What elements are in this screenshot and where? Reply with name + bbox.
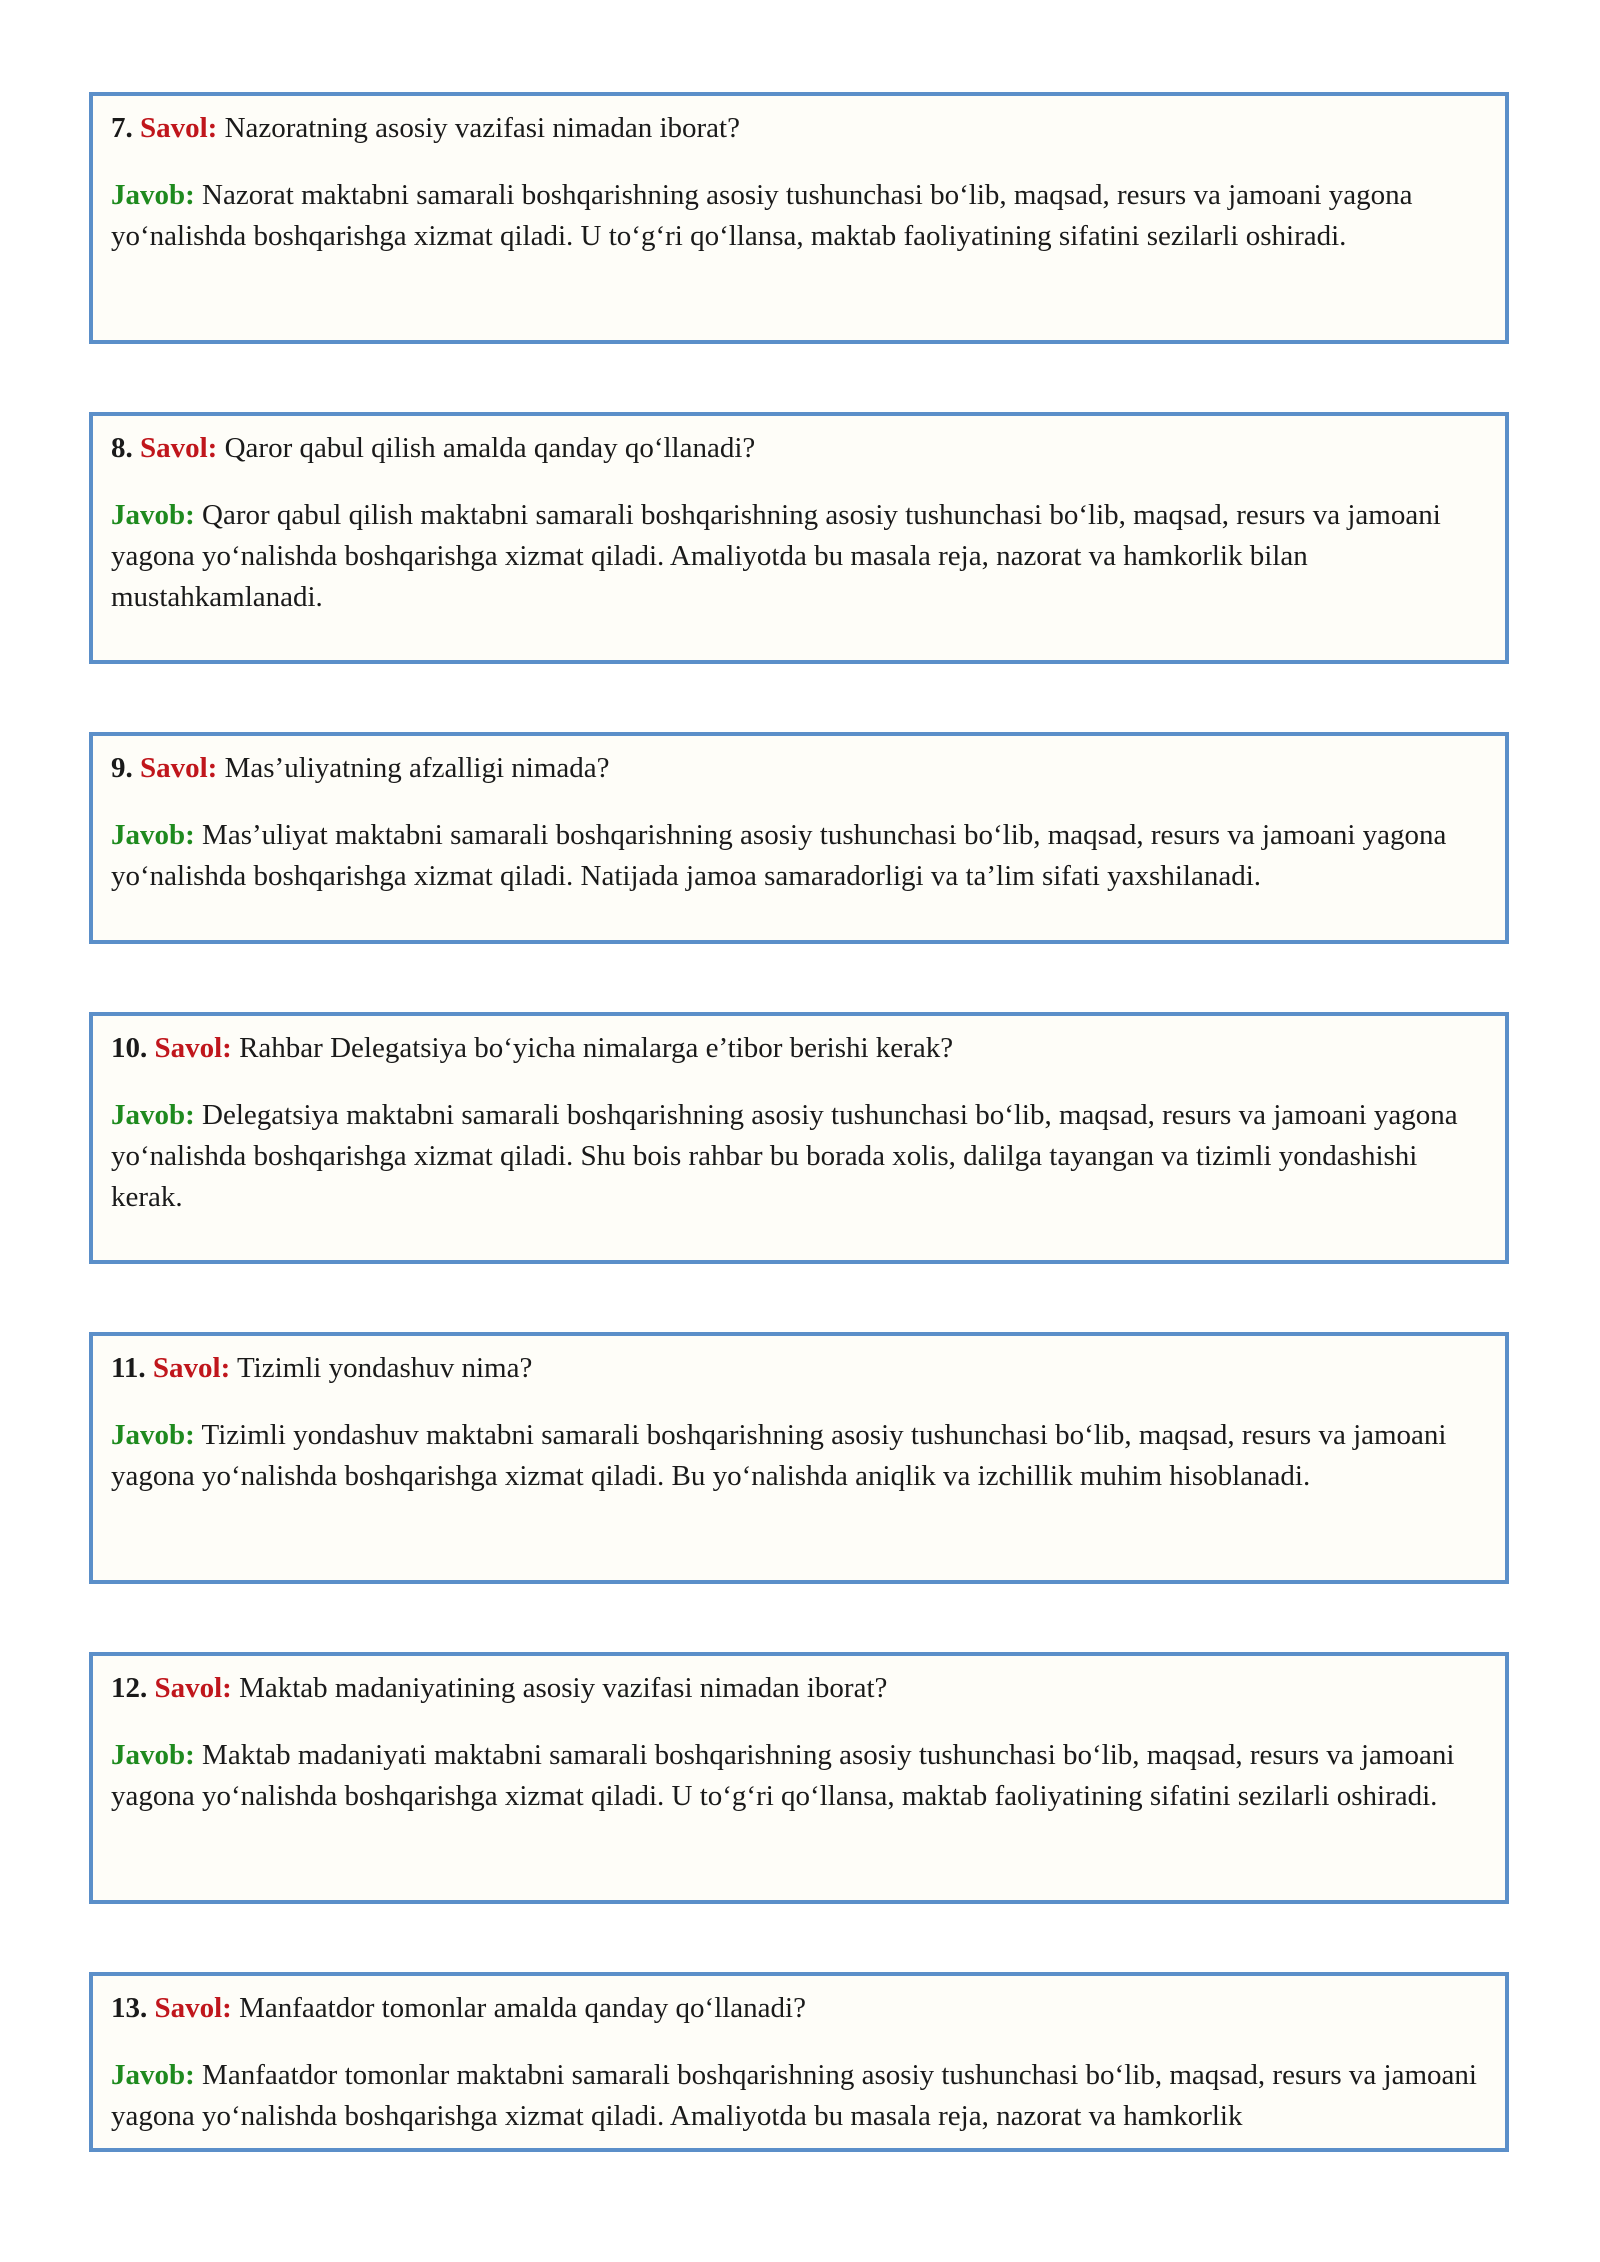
qa-card-11 bbox=[89, 1332, 1509, 1584]
javob-label: Javob: bbox=[111, 1419, 195, 1451]
question-number: 12. bbox=[111, 1672, 148, 1704]
qa-card-9 bbox=[89, 732, 1509, 944]
qa-card-8 bbox=[89, 412, 1509, 664]
question-text: Tizimli yondashuv nima? bbox=[236, 1352, 533, 1384]
savol-label: Savol: bbox=[140, 432, 218, 464]
question bbox=[111, 1668, 1487, 1709]
question-number: 7. bbox=[111, 112, 133, 144]
question-text: Nazoratning asosiy vazifasi nimadan iborat? bbox=[224, 112, 740, 144]
qa-card-12 bbox=[89, 1652, 1509, 1904]
savol-label: Savol: bbox=[154, 1992, 232, 2024]
question bbox=[111, 1988, 1487, 2029]
question bbox=[111, 1348, 1487, 1389]
answer bbox=[111, 1415, 1487, 1497]
javob-label: Javob: bbox=[111, 1739, 195, 1771]
javob-label: Javob: bbox=[111, 1099, 195, 1131]
question-text: Maktab madaniyatining asosiy vazifasi nimadan iborat? bbox=[239, 1672, 888, 1704]
answer-text: Delegatsiya maktabni samarali boshqarishning asosiy tushunchasi bo‘lib, maqsad, resurs va jamoani yagona yo‘nalishda boshqarishga xizmat qiladi. Shu bois rahbar bu borada xolis, dalilga tayangan va tizimli yondashishi kerak. bbox=[111, 1099, 1458, 1213]
question bbox=[111, 748, 1487, 789]
javob-label: Javob: bbox=[111, 179, 195, 211]
qa-card-7 bbox=[89, 92, 1509, 344]
answer bbox=[111, 175, 1487, 257]
savol-label: Savol: bbox=[140, 112, 218, 144]
answer-text: Manfaatdor tomonlar maktabni samarali boshqarishning asosiy tushunchasi bo‘lib, maqsad, resurs va jamoani yagona yo‘nalishda boshqarishga xizmat qiladi. Amaliyotda bu masala reja, nazorat va hamkorlik bbox=[111, 2059, 1477, 2132]
savol-label: Savol: bbox=[140, 752, 218, 784]
savol-label: Savol: bbox=[154, 1672, 232, 1704]
question bbox=[111, 108, 1487, 149]
question-text: Qaror qabul qilish amalda qanday qo‘llanadi? bbox=[224, 432, 756, 464]
answer bbox=[111, 2055, 1487, 2137]
question-number: 13. bbox=[111, 1992, 148, 2024]
question-text: Manfaatdor tomonlar amalda qanday qo‘llanadi? bbox=[239, 1992, 806, 2024]
question-number: 10. bbox=[111, 1032, 148, 1064]
javob-label: Javob: bbox=[111, 499, 195, 531]
question-text: Rahbar Delegatsiya bo‘yicha nimalarga e’tibor berishi kerak? bbox=[239, 1032, 954, 1064]
question-number: 8. bbox=[111, 432, 133, 464]
savol-label: Savol: bbox=[152, 1352, 231, 1384]
answer-text: Mas’uliyat maktabni samarali boshqarishning asosiy tushunchasi bo‘lib, maqsad, resurs va jamoani yagona yo‘nalishda boshqarishga xizmat qiladi. Natijada jamoa samaradorligi va ta’lim sifati yaxshilanadi. bbox=[111, 819, 1447, 892]
answer-text: Nazorat maktabni samarali boshqarishning asosiy tushunchasi bo‘lib, maqsad, resurs va jamoani yagona yo‘nalishda boshqarishga xizmat qiladi. U to‘g‘ri qo‘llansa, maktab faoliyatining sifatini sezilarli oshiradi. bbox=[111, 179, 1413, 252]
answer bbox=[111, 495, 1487, 618]
answer-text: Tizimli yondashuv maktabni samarali boshqarishning asosiy tushunchasi bo‘lib, maqsad, resurs va jamoani yagona yo‘nalishda boshqarishga xizmat qiladi. Bu yo‘nalishda aniqlik va izchillik muhim hisoblanadi. bbox=[111, 1419, 1447, 1492]
javob-label: Javob: bbox=[111, 2059, 195, 2091]
answer-text: Qaror qabul qilish maktabni samarali boshqarishning asosiy tushunchasi bo‘lib, maqsad, resurs va jamoani yagona yo‘nalishda boshqarishga xizmat qiladi. Amaliyotda bu masala reja, nazorat va hamkorlik bilan mustahkamlanadi. bbox=[111, 499, 1441, 613]
question-number: 9. bbox=[111, 752, 133, 784]
question-text: Mas’uliyatning afzalligi nimada? bbox=[224, 752, 610, 784]
question bbox=[111, 428, 1487, 469]
answer bbox=[111, 815, 1487, 897]
question-number: 11. bbox=[111, 1352, 146, 1384]
answer bbox=[111, 1095, 1487, 1218]
qa-card-13 bbox=[89, 1972, 1509, 2152]
question bbox=[111, 1028, 1487, 1069]
answer-text: Maktab madaniyati maktabni samarali boshqarishning asosiy tushunchasi bo‘lib, maqsad, resurs va jamoani yagona yo‘nalishda boshqarishga xizmat qiladi. U to‘g‘ri qo‘llansa, maktab faoliyatining sifatini sezilarli oshiradi. bbox=[111, 1739, 1455, 1812]
savol-label: Savol: bbox=[154, 1032, 232, 1064]
qa-card-10 bbox=[89, 1012, 1509, 1264]
answer bbox=[111, 1735, 1487, 1817]
javob-label: Javob: bbox=[111, 819, 195, 851]
